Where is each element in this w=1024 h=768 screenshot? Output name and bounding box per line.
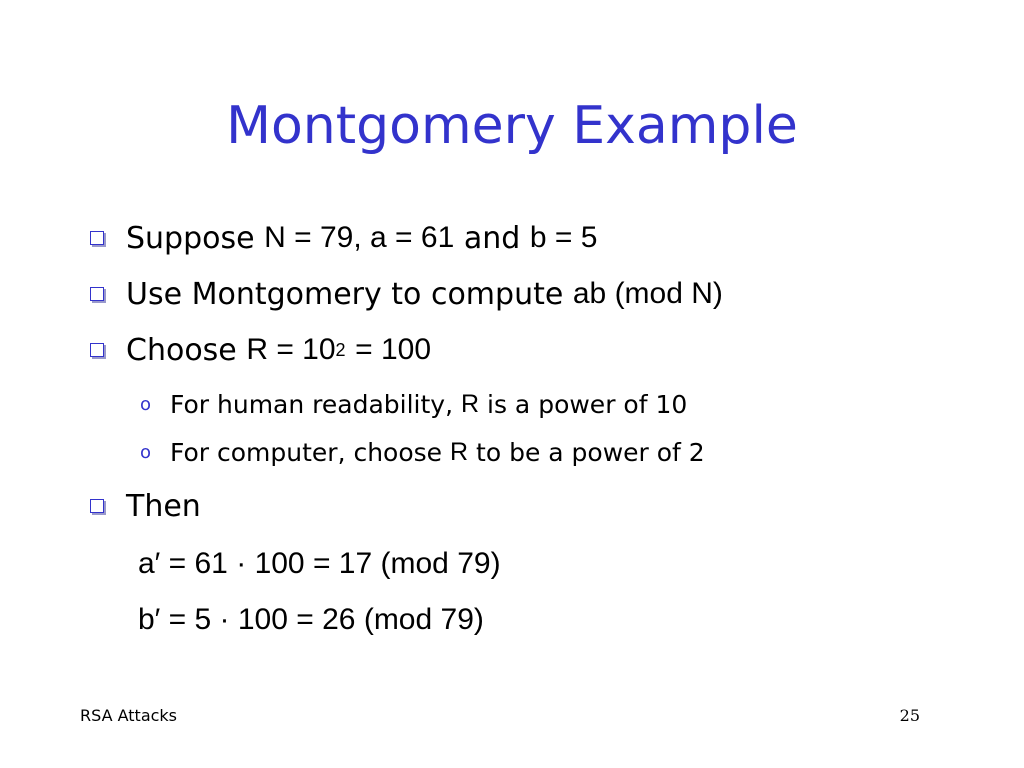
bullet-math: R = 10 [246, 333, 336, 366]
slide-title: Montgomery Example [226, 96, 798, 156]
circle-bullet-icon: o [140, 441, 152, 463]
sub-bullet-computer [140, 436, 705, 468]
bullet-label: Then [126, 488, 201, 524]
square-bullet-icon [90, 343, 104, 357]
bullet-label-and: and [463, 220, 521, 256]
equation-rhs: 100 = 17 (mod 79) [254, 547, 501, 580]
bullet-math-b: b = 5 [529, 221, 598, 254]
sub-bullet-human-readability [140, 388, 687, 420]
equation-a-prime [138, 544, 501, 584]
square-bullet-icon [90, 499, 104, 513]
multiply-dot: · [219, 603, 230, 636]
page-number: 25 [899, 706, 920, 725]
bullet-math: ab (mod N) [572, 277, 723, 310]
bullet-suppose [90, 218, 597, 258]
equation-rhs: 100 = 26 (mod 79) [237, 603, 484, 636]
multiply-dot: · [236, 547, 247, 580]
bullet-choose-r: Choose R = 10 2 = 100 [90, 330, 431, 370]
square-bullet-icon [90, 287, 104, 301]
circle-bullet-icon: o [140, 393, 152, 415]
square-bullet-icon [90, 231, 104, 245]
bullet-math: N = 79, a = 61 [264, 221, 455, 254]
sub-bullet-math: R [461, 389, 480, 418]
equation-b-prime [138, 600, 484, 640]
equation-lhs: b′ = 5 [138, 603, 212, 636]
bullet-label: Choose [126, 332, 237, 368]
sub-bullet-text-end: is a power of 10 [487, 389, 688, 419]
equation-lhs: a′ = 61 [138, 547, 228, 580]
bullet-label: Suppose [126, 220, 255, 256]
bullet-use-montgomery [90, 274, 723, 314]
sub-bullet-text: For human readability, [170, 389, 454, 419]
footer-title: RSA Attacks [80, 706, 178, 725]
bullet-math-result: = 100 [355, 333, 432, 366]
bullet-then [90, 486, 201, 526]
sub-bullet-math: R [450, 437, 469, 466]
sub-bullet-text-end: to be a power of 2 [476, 437, 705, 467]
bullet-label: Use Montgomery to compute [126, 276, 564, 312]
sub-bullet-text: For computer, choose [170, 437, 443, 467]
